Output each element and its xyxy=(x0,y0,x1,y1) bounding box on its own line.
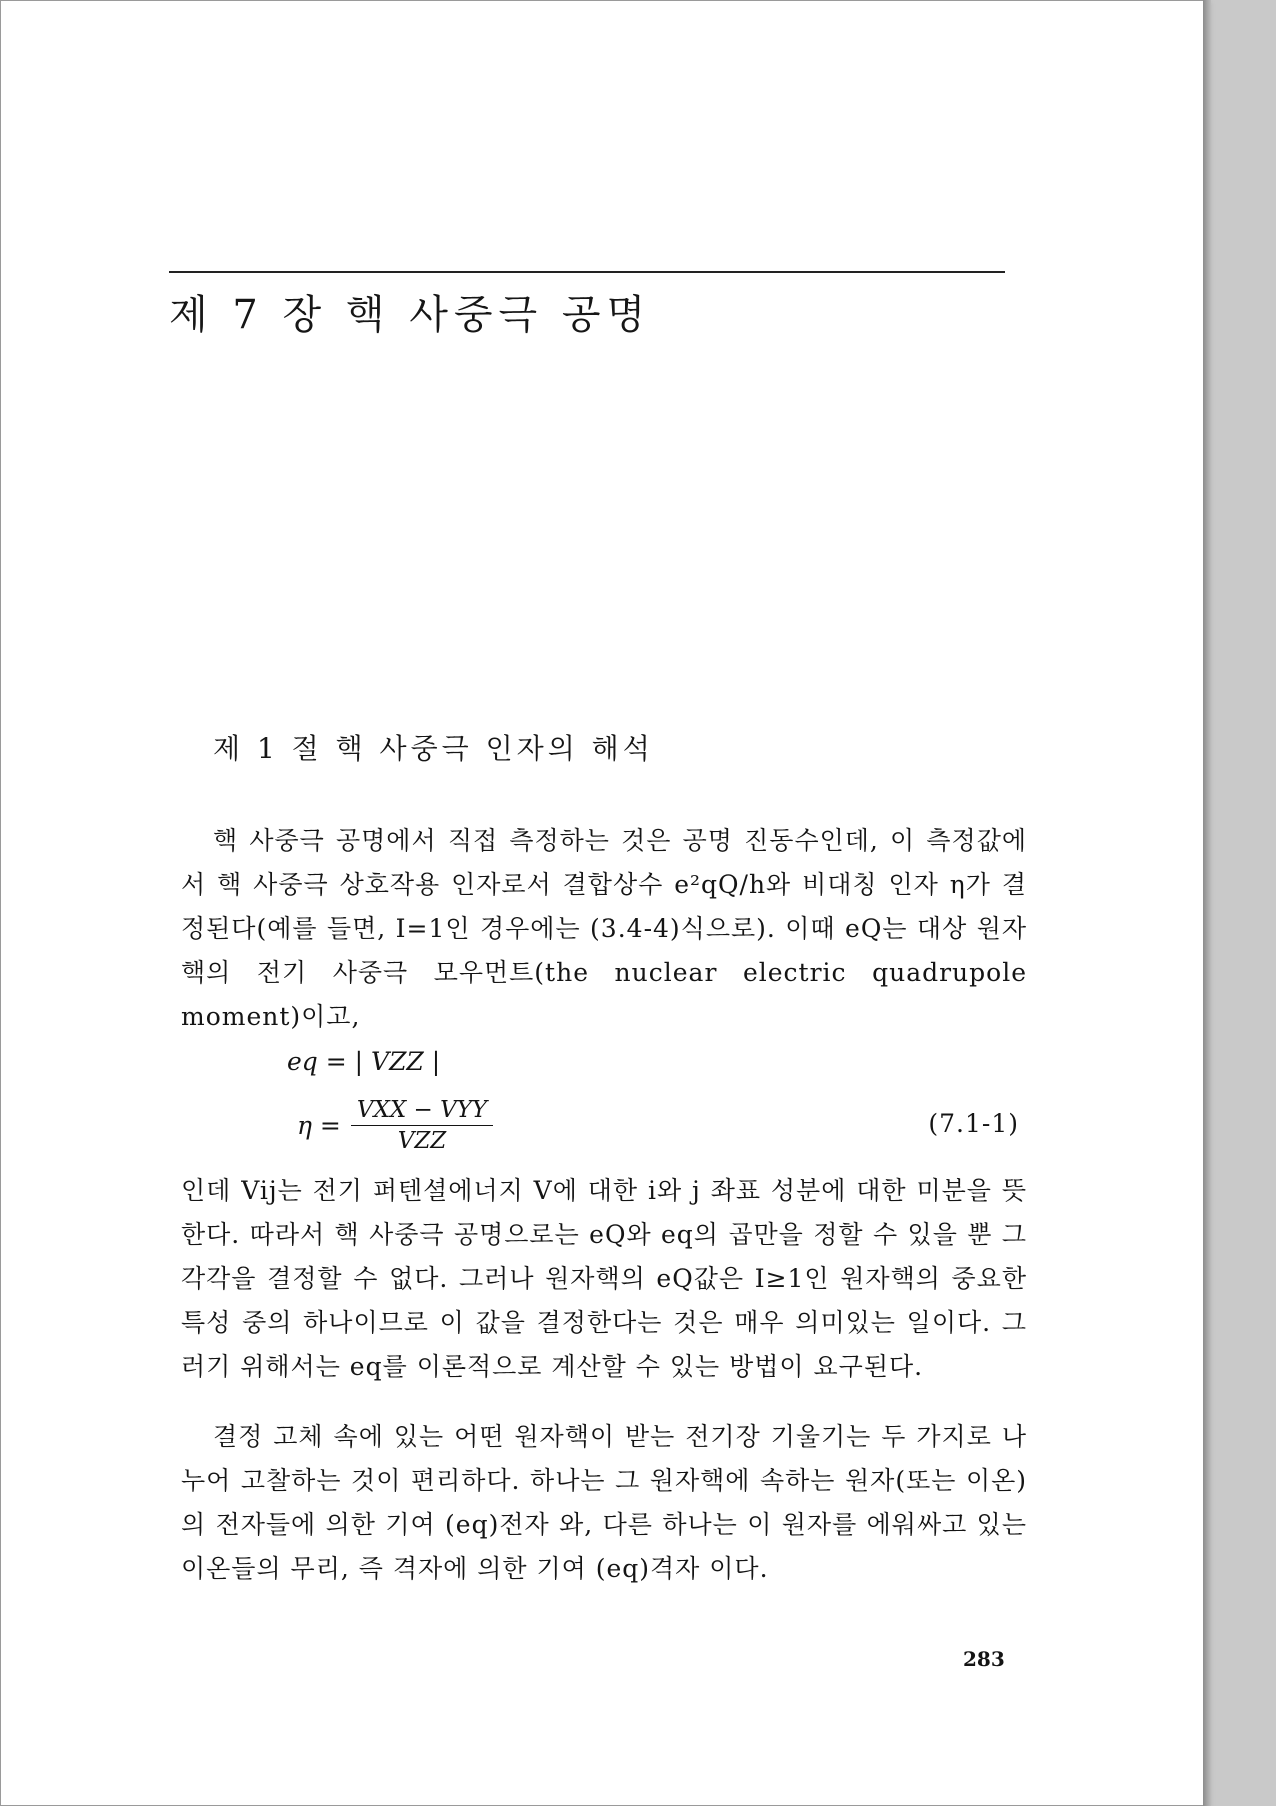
chapter-rule xyxy=(169,271,1005,273)
equation-fraction xyxy=(351,1097,493,1154)
paragraph-3 xyxy=(181,1415,1027,1591)
equation-number: (7.1-1) xyxy=(928,1109,1019,1138)
page-number: 283 xyxy=(963,1647,1005,1671)
equation-eta-lhs: η = xyxy=(297,1111,341,1140)
equation-numerator: VXX − VYY xyxy=(351,1097,493,1126)
paragraph-1 xyxy=(181,819,1027,1039)
equation-eq-line: eq = | VZZ | xyxy=(287,1047,441,1076)
paragraph-2: 인데 Vij는 전기 퍼텐셜에너지 V에 대한 i와 j 좌표 성분에 대한 미분을 뜻한다. 따라서 핵 사중극 공명으로는 eQ와 eq의 곱만을 정할 수 있을 뿐 그 각각을 결정할 수 없다. 그러나 원자핵의 eQ값은 I≥1인 원자핵의 중요한 특성 중의 하나이므로 이 값을 결정한다는 것은 매우 의미있는 일이다. 그러기 위해서는 eq를 이론적으로 계산할 수 있는 방법이 요구된다. xyxy=(181,1176,1027,1381)
section-title: 제 1 절 핵 사중극 인자의 해석 xyxy=(213,732,654,765)
page-edge-shadow xyxy=(1203,0,1211,1806)
equation-7-1-1 xyxy=(181,1041,1027,1161)
chapter-title: 제 7 장 핵 사중극 공명 xyxy=(169,292,652,338)
paragraph-1-text: 핵 사중극 공명에서 직접 측정하는 것은 공명 진동수인데, 이 측정값에서 핵 사중극 상호작용 인자로서 결합상수 e²qQ/h와 비대칭 인자 η가 결정된다(예를 들면, I=1인 경우에는 (3.4-4)식으로). 이때 eQ는 대상 원자핵의 전기 사중극 모우먼트(the nuclear electric quadrupole moment)이고, xyxy=(181,826,1027,1031)
paragraph-3-text: 결정 고체 속에 있는 어떤 원자핵이 받는 전기장 기울기는 두 가지로 나누어 고찰하는 것이 편리하다. 하나는 그 원자핵에 속하는 원자(또는 이온)의 전자들에 의한 기여 (eq)전자 와, 다른 하나는 이 원자를 에워싸고 있는 이온들의 무리, 즉 격자에 의한 기여 (eq)격자 이다. xyxy=(181,1422,1027,1583)
equation-denominator: VZZ xyxy=(397,1128,447,1154)
equation-eta-line xyxy=(297,1097,493,1154)
